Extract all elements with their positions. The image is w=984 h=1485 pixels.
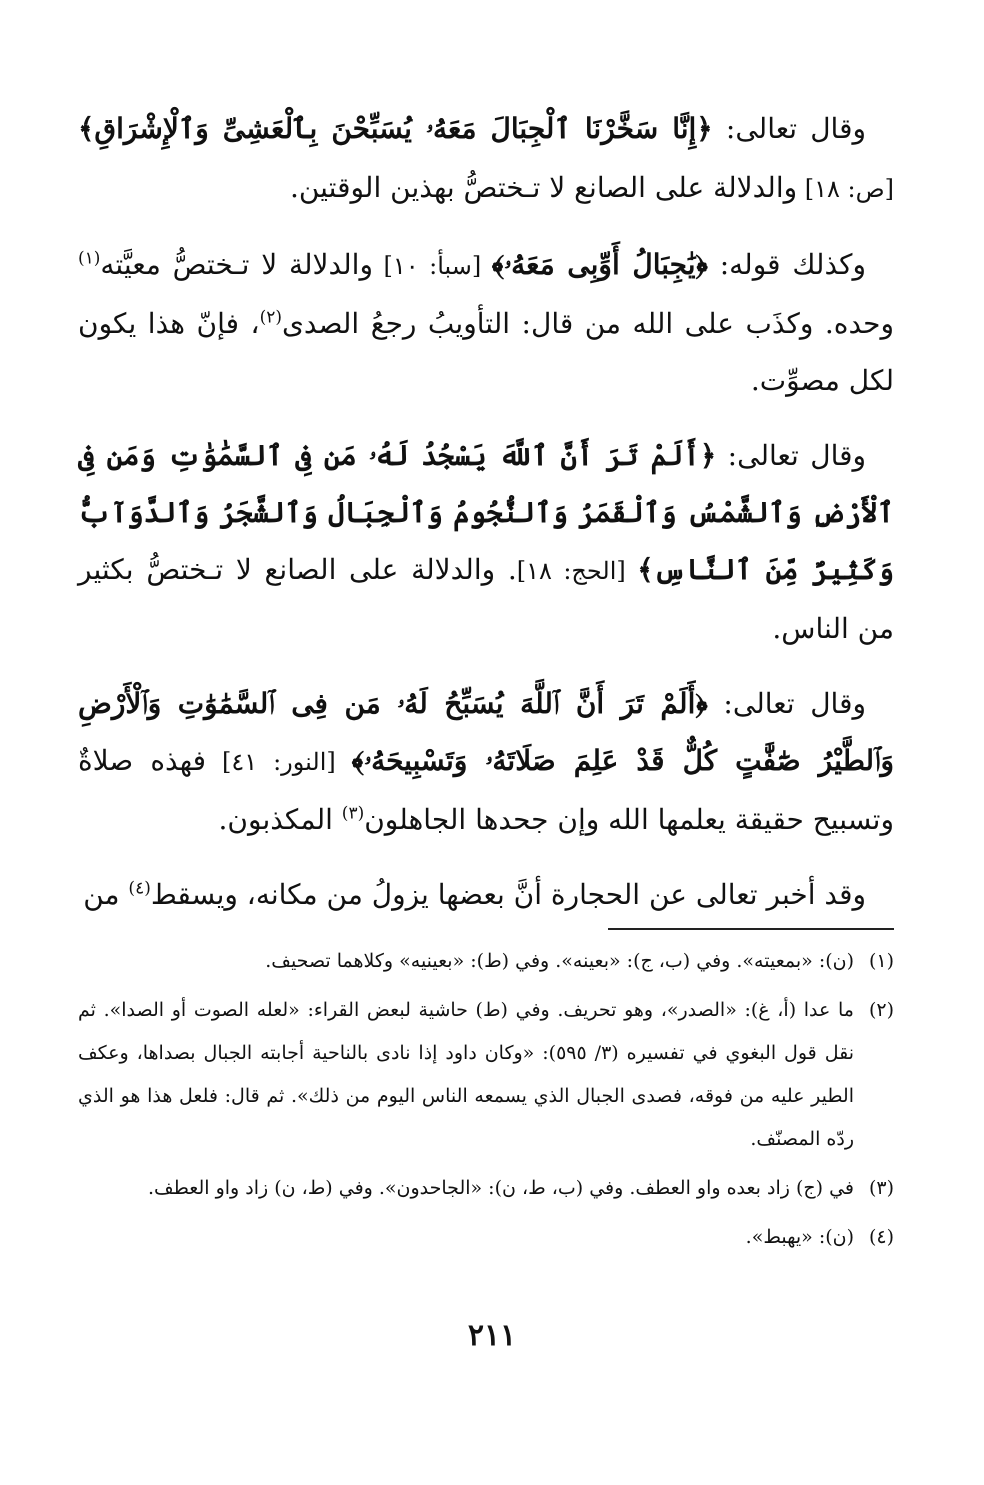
footnote-2	[78, 989, 894, 1161]
verse-reference: [الحج: ١٨]	[516, 557, 638, 585]
paragraph-text: والدلالة على الصانع لا تـختصُّ بهذين الوقتين.	[289, 171, 798, 204]
footnote-text: (ن): «بمعيته». وفي (ب، ج): «بعينه». وفي (ط): «بعينيه» وكلاهما تصحيف.	[265, 950, 854, 972]
paragraph-intro: وقال تعالى:	[716, 439, 867, 472]
footnote-marker-1[interactable]: (١)	[78, 248, 101, 269]
footnote-marker-3[interactable]: (٣)	[341, 803, 365, 824]
quran-verse: ﴿إِنَّا سَخَّرْنَا ٱلْجِبَالَ مَعَهُۥ يُسَبِّحْنَ بِٱلْعَشِىِّ وَٱلْإِشْرَاقِ﴾	[78, 112, 713, 145]
footnote-text: ما عدا (أ، غ): «الصدر»، وهو تحريف. وفي (ط) حاشية لبعض القراء: «لعله الصوت أو الصدا». ثم نقل قول البغوي في تفسيره (٣/ ٥٩٥): «وكان داود إذا نادى بالناحية أجابته الجبال بصداها، وعكف الطير عليه من فوقه، فصدى الجبال الذي يسمعه الناس اليوم من ذلك». ثم قال: فلعل هذا هو الذي ردّه المصنّف.	[78, 999, 854, 1150]
paragraph-text: وقد أخبر تعالى عن الحجارة أنَّ بعضها يزولُ من مكانه، ويسقط	[150, 878, 866, 911]
main-text	[78, 100, 894, 941]
paragraph-4	[78, 675, 894, 848]
paragraph-intro: وقال تعالى:	[707, 687, 866, 720]
paragraph-intro: وقال تعالى:	[712, 112, 866, 145]
paragraph-text: فهذه صلاةٌ وتسبيح حقيقة يعلمها الله وإن جحدها الجاهلون	[78, 744, 894, 836]
quran-verse: ﴿يَٰجِبَالُ أَوِّبِى مَعَهُۥ﴾	[491, 248, 708, 281]
paragraph-text: وحده. وكذَب على الله من قال: التأويبُ رجعُ الصدى	[281, 307, 894, 340]
page-number: ٢١١	[467, 1318, 517, 1353]
paragraph-text: المكذبون.	[218, 803, 342, 836]
paragraph-intro: وكذلك قوله:	[707, 248, 866, 281]
footnote-marker-2[interactable]: (٢)	[259, 307, 282, 328]
footnote-text: في (ج) زاد بعده واو العطف. وفي (ب، ط، ن): «الجاحدون». وفي (ط، ن) زاد واو العطف.	[148, 1177, 854, 1199]
paragraph-text: . والدلالة على الصانع لا تـختصُّ بكثير من الناس.	[78, 553, 894, 645]
footnote-number: (٣)	[868, 1177, 894, 1199]
paragraph-2	[78, 236, 894, 409]
footnote-1	[78, 940, 894, 983]
footnote-4	[78, 1216, 894, 1259]
footnote-marker-4[interactable]: (٤)	[128, 878, 151, 899]
footnote-3	[78, 1167, 894, 1210]
paragraph-text: من	[83, 878, 129, 911]
paragraph-text: ، فإنّ هذا يكون لكل مصوِّت.	[78, 307, 894, 397]
paragraph-5	[78, 866, 894, 923]
paragraph-text: والدلالة لا تـختصُّ معيَّته	[100, 248, 373, 281]
paragraph-3	[78, 427, 894, 657]
footnote-separator	[608, 928, 894, 930]
footnotes	[78, 940, 894, 1265]
verse-reference: [ص: ١٨]	[797, 175, 894, 203]
verse-reference: [سبأ: ١٠]	[372, 252, 492, 280]
quran-verse: ﴿أَلَمْ تَرَ أَنَّ ٱللَّهَ يُسَبِّحُ لَهُۥ مَن فِى ٱلسَّمَٰوَٰتِ وَٱلْأَرْضِ وَٱلطَّيْرُ صَٰٓفَّٰتٍ كُلٌّ قَدْ عَلِمَ صَلَاتَهُۥ وَتَسْبِيحَهُۥ﴾	[78, 687, 894, 777]
footnote-number: (١)	[868, 950, 894, 972]
footnote-number: (٤)	[868, 1226, 894, 1248]
footnote-number: (٢)	[868, 999, 894, 1021]
verse-reference: [النور: ٤١]	[206, 748, 352, 776]
quran-verse: ﴿أَلَمْ تَرَ أَنَّ ٱللَّهَ يَسْجُدُ لَهُۥ مَن فِى ٱلسَّمَٰوَٰتِ وَمَن فِى ٱلْأَرْضِ وَٱلشَّمْسُ وَٱلْقَمَرُ وَٱلنُّجُومُ وَٱلْجِبَالُ وَٱلشَّجَرُ وَٱلدَّوَآبُّ وَكَثِيرٌ مِّنَ ٱلنَّاسِ﴾	[78, 439, 895, 586]
paragraph-1	[78, 100, 894, 218]
footnote-text: (ن): «يهبط».	[745, 1226, 854, 1248]
